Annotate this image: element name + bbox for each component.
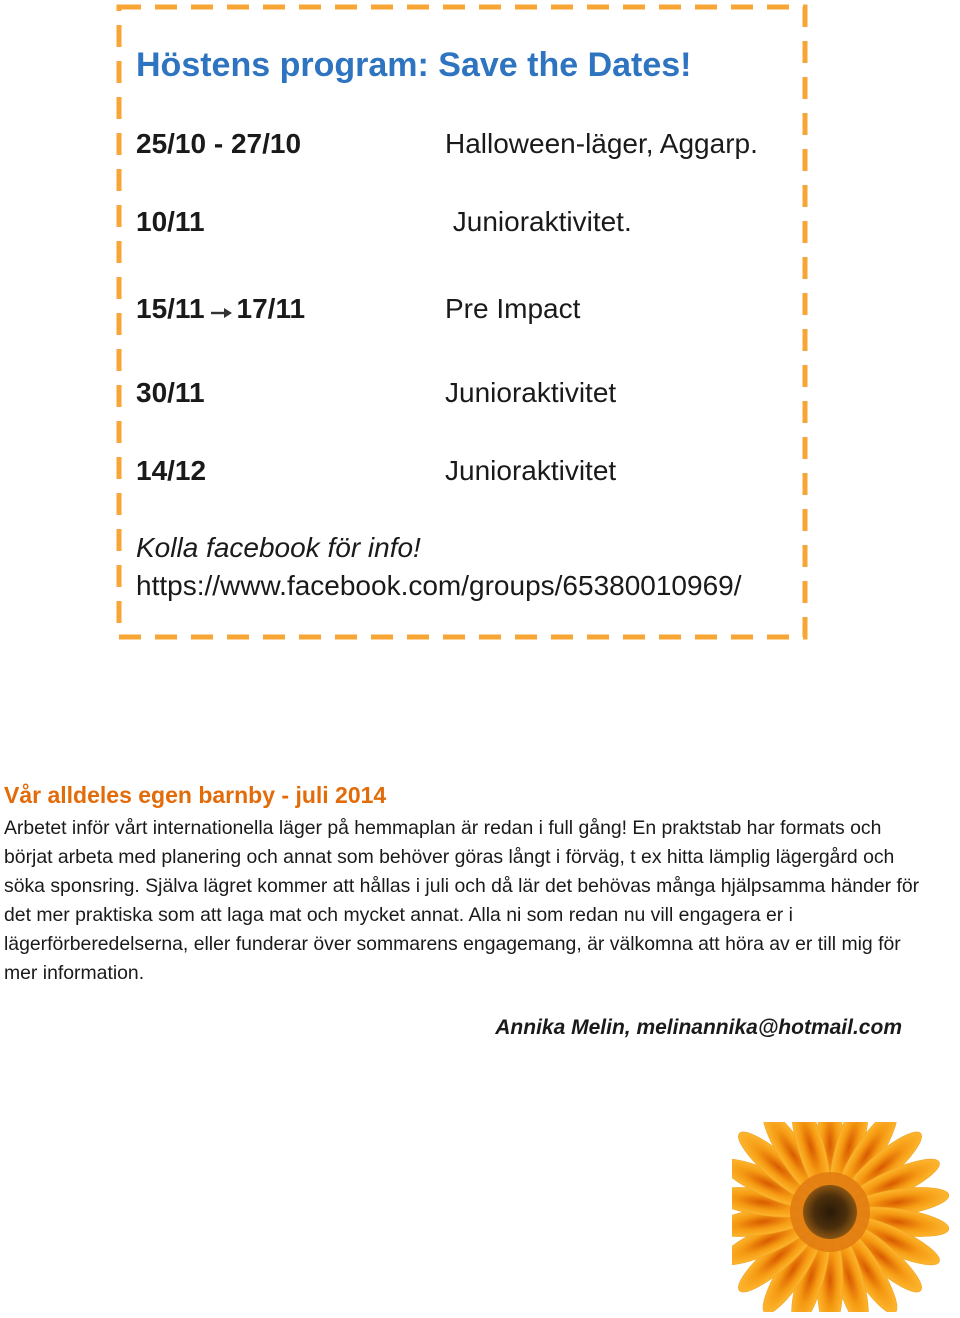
facebook-info-text: Kolla facebook för info! xyxy=(136,532,421,563)
event-date-start: 15/11 xyxy=(136,293,205,324)
flower-image xyxy=(732,1122,956,1312)
event-date: 25/10 - 27/10 xyxy=(136,128,302,159)
signature: Annika Melin, melinannika@hotmail.com xyxy=(495,1016,902,1039)
event-date: 14/12 xyxy=(136,455,207,486)
event-name: Junioraktivitet xyxy=(445,377,617,408)
event-date-range xyxy=(136,293,305,327)
article-paragraph: Arbetet inför vårt internationella läger på hemmaplan är redan i full gång! En praktstab har formats och börjat arbeta med planering och annat som behöver göras långt i förväg, t ex hitta lämplig lägergård och söka sponsring. Själva lägret kommer att hållas i juli och då lär det behövas många hjälpsamma händer för det mer praktiska som att laga mat och mycket annat. Alla ni som redan nu vill engagera er i lägerförberedelserna, eller funderar över sommarens engagemang, är välkomna att höra av er till mig för mer information. xyxy=(4,817,920,984)
facebook-link[interactable]: https://www.facebook.com/groups/65380010969/ xyxy=(136,570,742,601)
event-name: Junioraktivitet xyxy=(445,455,617,486)
article-heading: Vår alldeles egen barnby - juli 2014 xyxy=(4,782,387,808)
flower-icon xyxy=(732,1122,956,1312)
right-arrow-icon xyxy=(209,295,233,327)
event-date: 10/11 xyxy=(136,206,205,237)
event-name: Junioraktivitet. xyxy=(445,206,632,237)
event-date: 30/11 xyxy=(136,377,205,408)
event-name: Halloween-läger, Aggarp. xyxy=(445,128,758,159)
event-date-end: 17/11 xyxy=(236,293,306,324)
event-name: Pre Impact xyxy=(445,293,581,324)
program-title: Höstens program: Save the Dates! xyxy=(136,46,692,84)
article-body xyxy=(4,814,924,988)
